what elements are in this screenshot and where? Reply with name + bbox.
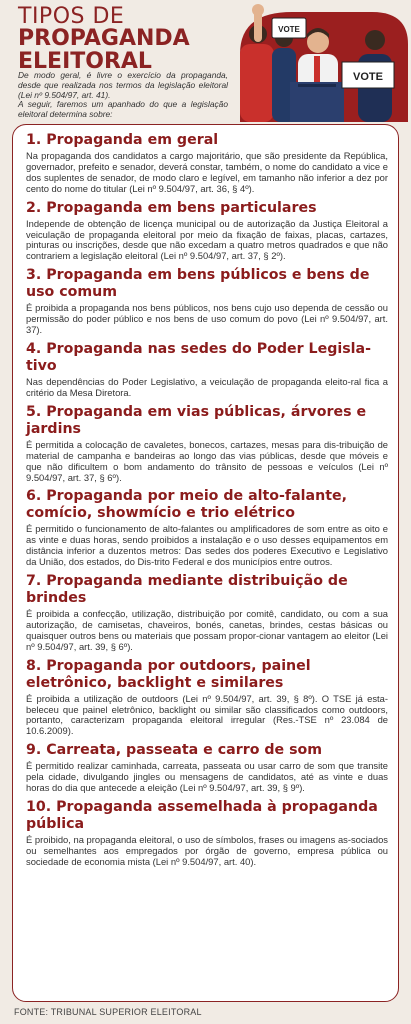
section-title: 3. Propaganda em bens públicos e bens de uso comum: [26, 267, 370, 301]
section-body: É permitido realizar caminhada, carreata, passeata ou usar carro de som que transite pela cidade, divulgando jingles ou mensagens de candidatos, até as vinte e duas horas do dia que antecede a eleição (Lei nº 9.504/97, art. 39, § 9º).: [26, 760, 388, 794]
section-2: [26, 200, 388, 263]
section-6: [26, 488, 388, 568]
section-title: 4. Propaganda nas sedes do Poder Legisla-tivo: [26, 340, 372, 374]
intro-paragraph-2: A seguir, faremos um apanhado do que a legislação eleitoral determina sobre:: [18, 99, 228, 120]
section-body: É proibido, na propaganda eleitoral, o uso de símbolos, frases ou imagens as-sociados ou semelhantes aos empregados por órgão de governo, empresa pública ou sociedade de economia mista (Lei nº 9.504/97, art. 40).: [26, 834, 388, 867]
section-body: É permitido o funcionamento de alto-falantes ou amplificadores de som entre as oito e as vinte e duas horas, sendo proibidos a instalação e o uso desses equipamentos em distância inferior a duzentos metros: Das sedes dos poderes Executivo e Legislativo da União, dos estados, do Dis-trito Federal e dos municípios entre outros.: [26, 523, 388, 568]
section-body: É proibida a confecção, utilização, distribuição por comitê, candidato, ou com a sua autorização, de camisetas, chaveiros, bonés, canetas, brindes, cestas básicas ou quaisquer outros bens ou materiais que possam propor-cionar vantagem ao eleitor (Lei nº 9.504/97, art. 39, § 6º).: [26, 608, 388, 652]
section-title: 8. Propaganda por outdoors, painel eletrônico, backlight e similares: [26, 657, 311, 691]
intro-paragraph-1: De modo geral, é livre o exercício da propaganda, desde que realizada nos termos da legislação eleitoral (Lei nº 9.504/97, art. 41).: [18, 70, 228, 100]
title-line-1: TIPOS DE: [18, 4, 125, 29]
section-title: 2. Propaganda em bens particulares: [26, 199, 317, 216]
vote-sign-2: VOTE: [353, 71, 383, 83]
section-body: É proibida a propaganda nos bens públicos, nos bens cujo uso dependa de cessão ou permissão do poder público e nos bens de uso comum do povo (Lei nº 9.504/97, art. 37).: [26, 302, 388, 336]
section-8: [26, 658, 388, 738]
content-card: [12, 124, 399, 1002]
section-9: [26, 742, 388, 794]
title-line-2: PROPAGANDA: [18, 26, 190, 51]
section-4: [26, 341, 388, 399]
source-credit: FONTE: TRIBUNAL SUPERIOR ELEITORAL: [14, 1007, 202, 1017]
section-title: 9. Carreata, passeata e carro de som: [26, 742, 323, 759]
header: [0, 0, 411, 128]
section-title: 5. Propaganda em vias públicas, árvores e jardins: [26, 403, 367, 437]
section-5: [26, 404, 388, 484]
section-title: 7. Propaganda mediante distribuição de brindes: [26, 573, 348, 607]
section-1: [26, 132, 388, 195]
section-body: É proibida a utilização de outdoors (Lei nº 9.504/97, art. 39, § 8º). O TSE já esta-beleceu que painel eletrônico, backlight ou similar são classificados como outdoors, portanto, caracterizam propaganda eleitoral irregular (Res.-TSE nº 23.084 de 10.6.2009).: [26, 692, 388, 737]
section-title: 1. Propaganda em geral: [26, 132, 219, 148]
section-7: [26, 573, 388, 653]
intro-text: [18, 71, 228, 120]
section-body: Nas dependências do Poder Legislativo, a veiculação de propaganda eleito-ral fica a critério da Mesa Diretora.: [26, 375, 388, 398]
section-title: 6. Propaganda por meio de alto-falante, comício, showmício e trio elétrico: [26, 488, 348, 522]
section-3: [26, 267, 388, 336]
title-line-3: ELEITORAL: [18, 49, 152, 74]
section-title: 10. Propaganda assemelhada à propaganda pública: [26, 799, 378, 832]
ballot-box: [290, 82, 344, 122]
voters-illustration: [232, 4, 408, 122]
section-body: Na propaganda dos candidatos a cargo majoritário, que são presidente da República, governador, prefeito e senador, deverá constar, também, o nome do candidato a vice e dos suplentes de senador, de modo claro e legível, em tamanho não inferior a dez por cento do nome do titular (Lei nº 9.504/97, art. 36, § 4º).: [26, 150, 388, 194]
section-10: [26, 799, 388, 868]
vote-sign-1: VOTE: [278, 25, 300, 34]
section-body: Independe de obtenção de licença municipal ou de autorização da Justiça Eleitoral a veiculação de propaganda eleitoral por meio da fixação de faixas, placas, cartazes, pinturas ou inscrições, desde que não excedam a quatro metros quadrados e que não contrariem a legislação eleitoral (Lei nº 9.504/97, art. 37, § 2º).: [26, 217, 388, 262]
section-body: É permitida a colocação de cavaletes, bonecos, cartazes, mesas para dis-tribuição de material de campanha e bandeiras ao longo das vias públicas, desde que móveis e que não dificultem o bom andamento do trânsito de pessoas e veículos (Lei nº 9.504/97, art. 37, § 6º).: [26, 438, 388, 483]
